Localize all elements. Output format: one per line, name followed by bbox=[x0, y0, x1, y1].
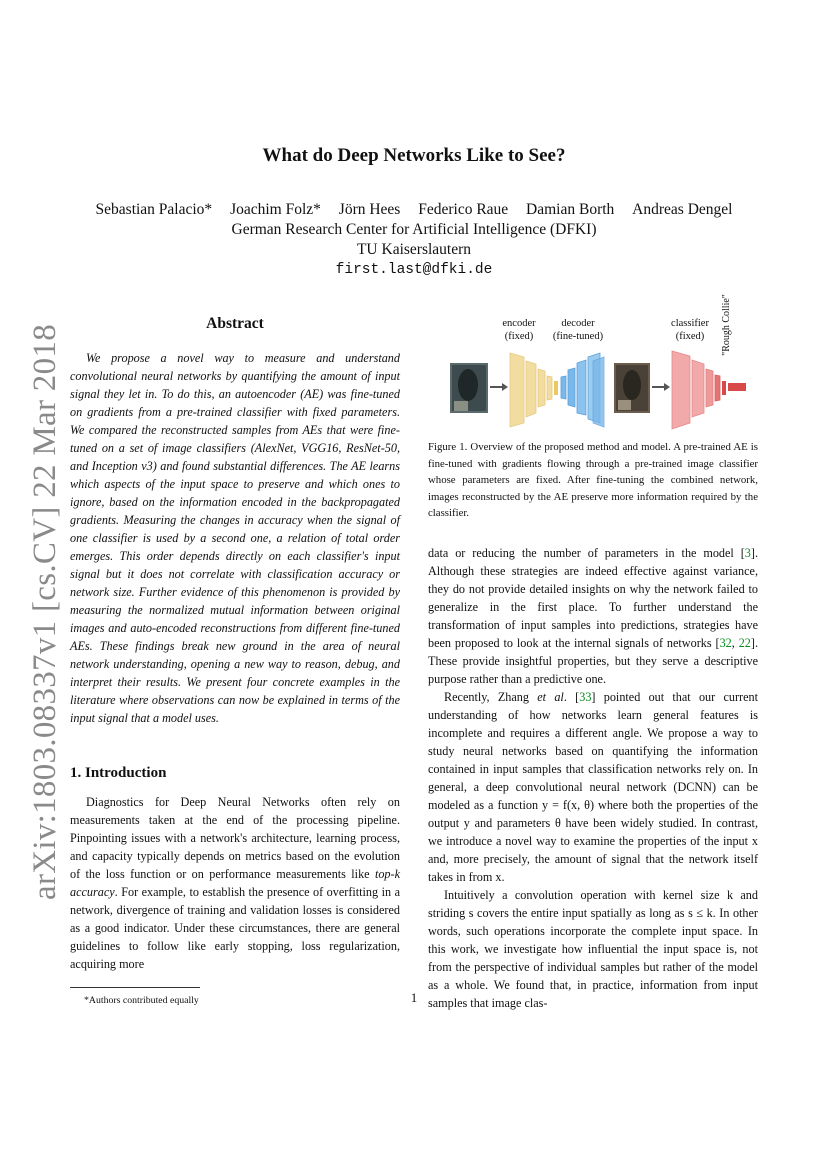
decoder-label bbox=[548, 317, 608, 343]
text-run: ]. These provide insightful properties, but they serve a descriptive purpose rather than a predictive one. bbox=[428, 635, 758, 686]
body-paragraph bbox=[428, 544, 758, 688]
emphasis-text: et al bbox=[537, 689, 564, 704]
encoder-label bbox=[494, 317, 544, 343]
author-name: Jörn Hees bbox=[338, 201, 401, 218]
body-paragraph: Intuitively a convolution operation with kernel size k and striding s covers the entire input spatially as long as s ≤ k. In other words, such operations incorporate the complete input space. In this work, we investigate how influential the input space is, not from the perspective of individual samples but rather of the model as a whole. We found that, in practice, information from input samples that image clas- bbox=[428, 887, 758, 1010]
author-name: Federico Raue bbox=[418, 201, 509, 218]
author-name: Damian Borth bbox=[526, 201, 615, 218]
classifier-blocks bbox=[672, 351, 746, 429]
decoder-blocks bbox=[561, 353, 604, 427]
section-heading-introduction: 1. Introduction bbox=[70, 765, 167, 781]
encoder-label-text: encoder bbox=[502, 318, 536, 329]
text-run: Recently, Zhang bbox=[444, 689, 538, 704]
citation-link[interactable]: 22 bbox=[738, 635, 751, 650]
body-paragraph bbox=[428, 688, 758, 886]
encoder-label-sub: (fixed) bbox=[504, 331, 534, 342]
intro-paragraph bbox=[70, 793, 400, 973]
author-name: Joachim Folz* bbox=[230, 201, 321, 218]
abstract-heading: Abstract bbox=[206, 315, 264, 332]
classifier-label-sub: (fixed) bbox=[675, 331, 705, 342]
author-block bbox=[60, 200, 768, 280]
paper-title: What do Deep Networks Like to See? bbox=[262, 145, 566, 166]
citation-link[interactable]: 32 bbox=[719, 635, 732, 650]
text-run: ]. Although these strategies are indeed effective against variance, they do not provide detailed insights on why the network failed to generalize in the first place. To further understand the transformation of input samples into predictions, strategies have been proposed to look at the internal signals of networks [ bbox=[428, 545, 758, 650]
author-list bbox=[60, 200, 768, 220]
input-image bbox=[450, 363, 488, 413]
text-run: ] pointed out that our current understanding of how networks learn general features is incomplete and requires a different angle. We propose a way to study neural networks based on quantifying the information contained in input samples that classification networks rely on. In general, a deep convolutional neural network (DCNN) can be modeled as a function y = f(x, θ) where both the properties of the output y and parameters θ have been widely studied. In contrast, we introduce a novel way to examine the properties of the input x and, more precisely, the amount of signal that the network itself takes in from x. bbox=[428, 689, 758, 884]
text-run: data or reducing the number of parameters in the model [ bbox=[428, 545, 745, 560]
abstract-text: We propose a novel way to measure and understand convolutional neural networks by quantifying the amount of input signal they let in. To do this, an autoencoder (AE) was fine-tuned on gradients from a pre-trained classifier with fixed parameters. We compared the reconstructed samples from AEs that were fine-tuned on a set of image classifiers (AlexNet, VGG16, ResNet-50, and Inception v3) and found substantial differences. The AE learns which aspects of the input space to preserve and which ones to ignore, based on the information encoded in the backpropagated gradients. Measuring the changes in accuracy when the signal of one classifier is used by a second one, a relation of total order emerges. This order depends directly on each classifier's input signal but it does not correlate with classification accuracy or network size. Further evidence of this phenomenon is provided by measuring the normalized mutual information between original images and auto-encoded reconstructions from different fine-tuned AEs. These findings break new ground in the area of neural network understanding, opening a new way to reason, debug, and interpret their results. We present four concrete examples in the literature where observations can now be explained in terms of the input signal that a model uses. bbox=[70, 351, 400, 725]
architecture-diagram bbox=[428, 343, 758, 435]
text-run: . For example, to establish the presence of overfitting in a network, divergence of training and validation losses is considered as a good indicator. Under these circumstances, there are general guidelines to follow like early stopping, loss regularization, acquiring more bbox=[70, 885, 400, 971]
text-run: Diagnostics for Deep Neural Networks often rely on measurements taken at the end of the processing pipeline. Pinpointing issues with a network's architecture, learning process, and capacity typically depends on metrics based on the evolution of the loss function or on performance measurements like bbox=[70, 795, 400, 881]
footnote: *Authors contributed equally bbox=[84, 995, 199, 1006]
right-column bbox=[428, 294, 758, 1012]
text-run: . [ bbox=[563, 689, 580, 704]
reconstructed-image bbox=[614, 363, 650, 413]
author-name: Sebastian Palacio* bbox=[95, 201, 213, 218]
citation-link[interactable]: 33 bbox=[579, 689, 592, 704]
arxiv-identifier: arXiv:1803.08337v1 [cs.CV] 22 Mar 2018 bbox=[27, 324, 63, 900]
encoder-blocks bbox=[510, 353, 558, 427]
institution: TU Kaiserslautern bbox=[356, 241, 472, 258]
author-email: first.last@dfki.de bbox=[335, 262, 493, 278]
classifier-label-text: classifier bbox=[671, 318, 709, 329]
author-name: Andreas Dengel bbox=[632, 201, 733, 218]
footnote-rule bbox=[70, 987, 200, 988]
classifier-label bbox=[660, 317, 720, 343]
decoder-label-text: decoder bbox=[561, 318, 595, 329]
emphasis-text: top-k accuracy bbox=[70, 867, 400, 899]
figure-1-caption: Figure 1. Overview of the proposed method and model. A pre-trained AE is fine-tuned with gradients flowing through a pre-trained image classifier whose parameters are fixed. After fine-tuning the combined network, images reconstructed by the AE preserve more information required by the classifier. bbox=[428, 441, 758, 519]
output-label: "Rough Collie" bbox=[721, 294, 732, 356]
decoder-label-sub: (fine-tuned) bbox=[552, 331, 604, 342]
figure-1-diagram bbox=[428, 294, 758, 435]
citation-link[interactable]: 3 bbox=[744, 545, 751, 560]
affiliation: German Research Center for Artificial Intelligence (DFKI) bbox=[231, 221, 597, 238]
page-number: 1 bbox=[410, 990, 418, 1005]
text-run: , bbox=[731, 635, 739, 650]
left-column bbox=[70, 315, 400, 1007]
